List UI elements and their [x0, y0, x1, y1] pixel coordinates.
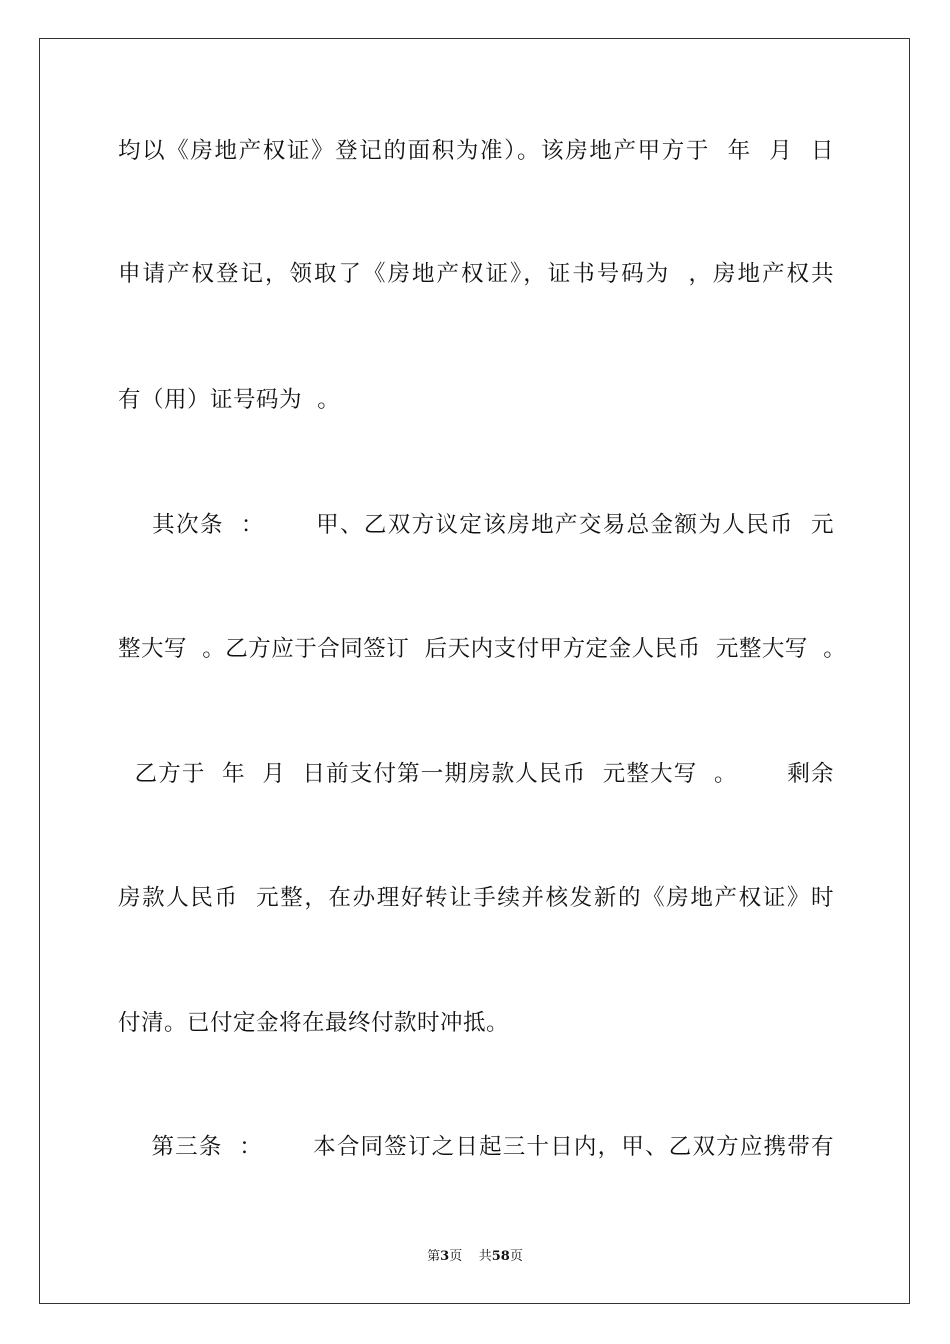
body-text-line: 其次条 ： 甲、乙双方议定该房地产交易总金额为人民币 元: [118, 512, 834, 538]
page-border: [39, 38, 910, 1304]
footer-suffix: 页: [509, 1249, 523, 1264]
body-text-line: 付清。已付定金将在最终付款时冲抵。: [118, 1010, 510, 1036]
current-page-number: 3: [440, 1249, 450, 1264]
body-text-line: 申请产权登记，领取了《房地产权证》，证书号码为 ，房地产权共: [118, 261, 834, 287]
total-page-count: 58: [491, 1249, 510, 1264]
body-text-line: 有（用）证号码为 。: [118, 387, 341, 413]
footer-prefix: 第: [427, 1249, 441, 1264]
body-text-line: 整大写 。乙方应于合同签订 后天内支付甲方定金人民币 元整大写 。: [118, 636, 847, 662]
body-text-line: 均以《房地产权证》登记的面积为准）。该房地产甲方于 年 月 日: [118, 138, 834, 164]
body-text-line: 房款人民币 元整，在办理好转让手续并核发新的《房地产权证》时: [118, 885, 834, 911]
body-text-line: 第三条 ： 本合同签订之日起三十日内，甲、乙双方应携带有: [118, 1134, 834, 1160]
page-footer: [0, 1248, 950, 1266]
footer-middle: 页 共: [449, 1249, 492, 1264]
body-text-line: 乙方于 年 月 日前支付第一期房款人民币 元整大写 。 剩余: [118, 761, 834, 787]
